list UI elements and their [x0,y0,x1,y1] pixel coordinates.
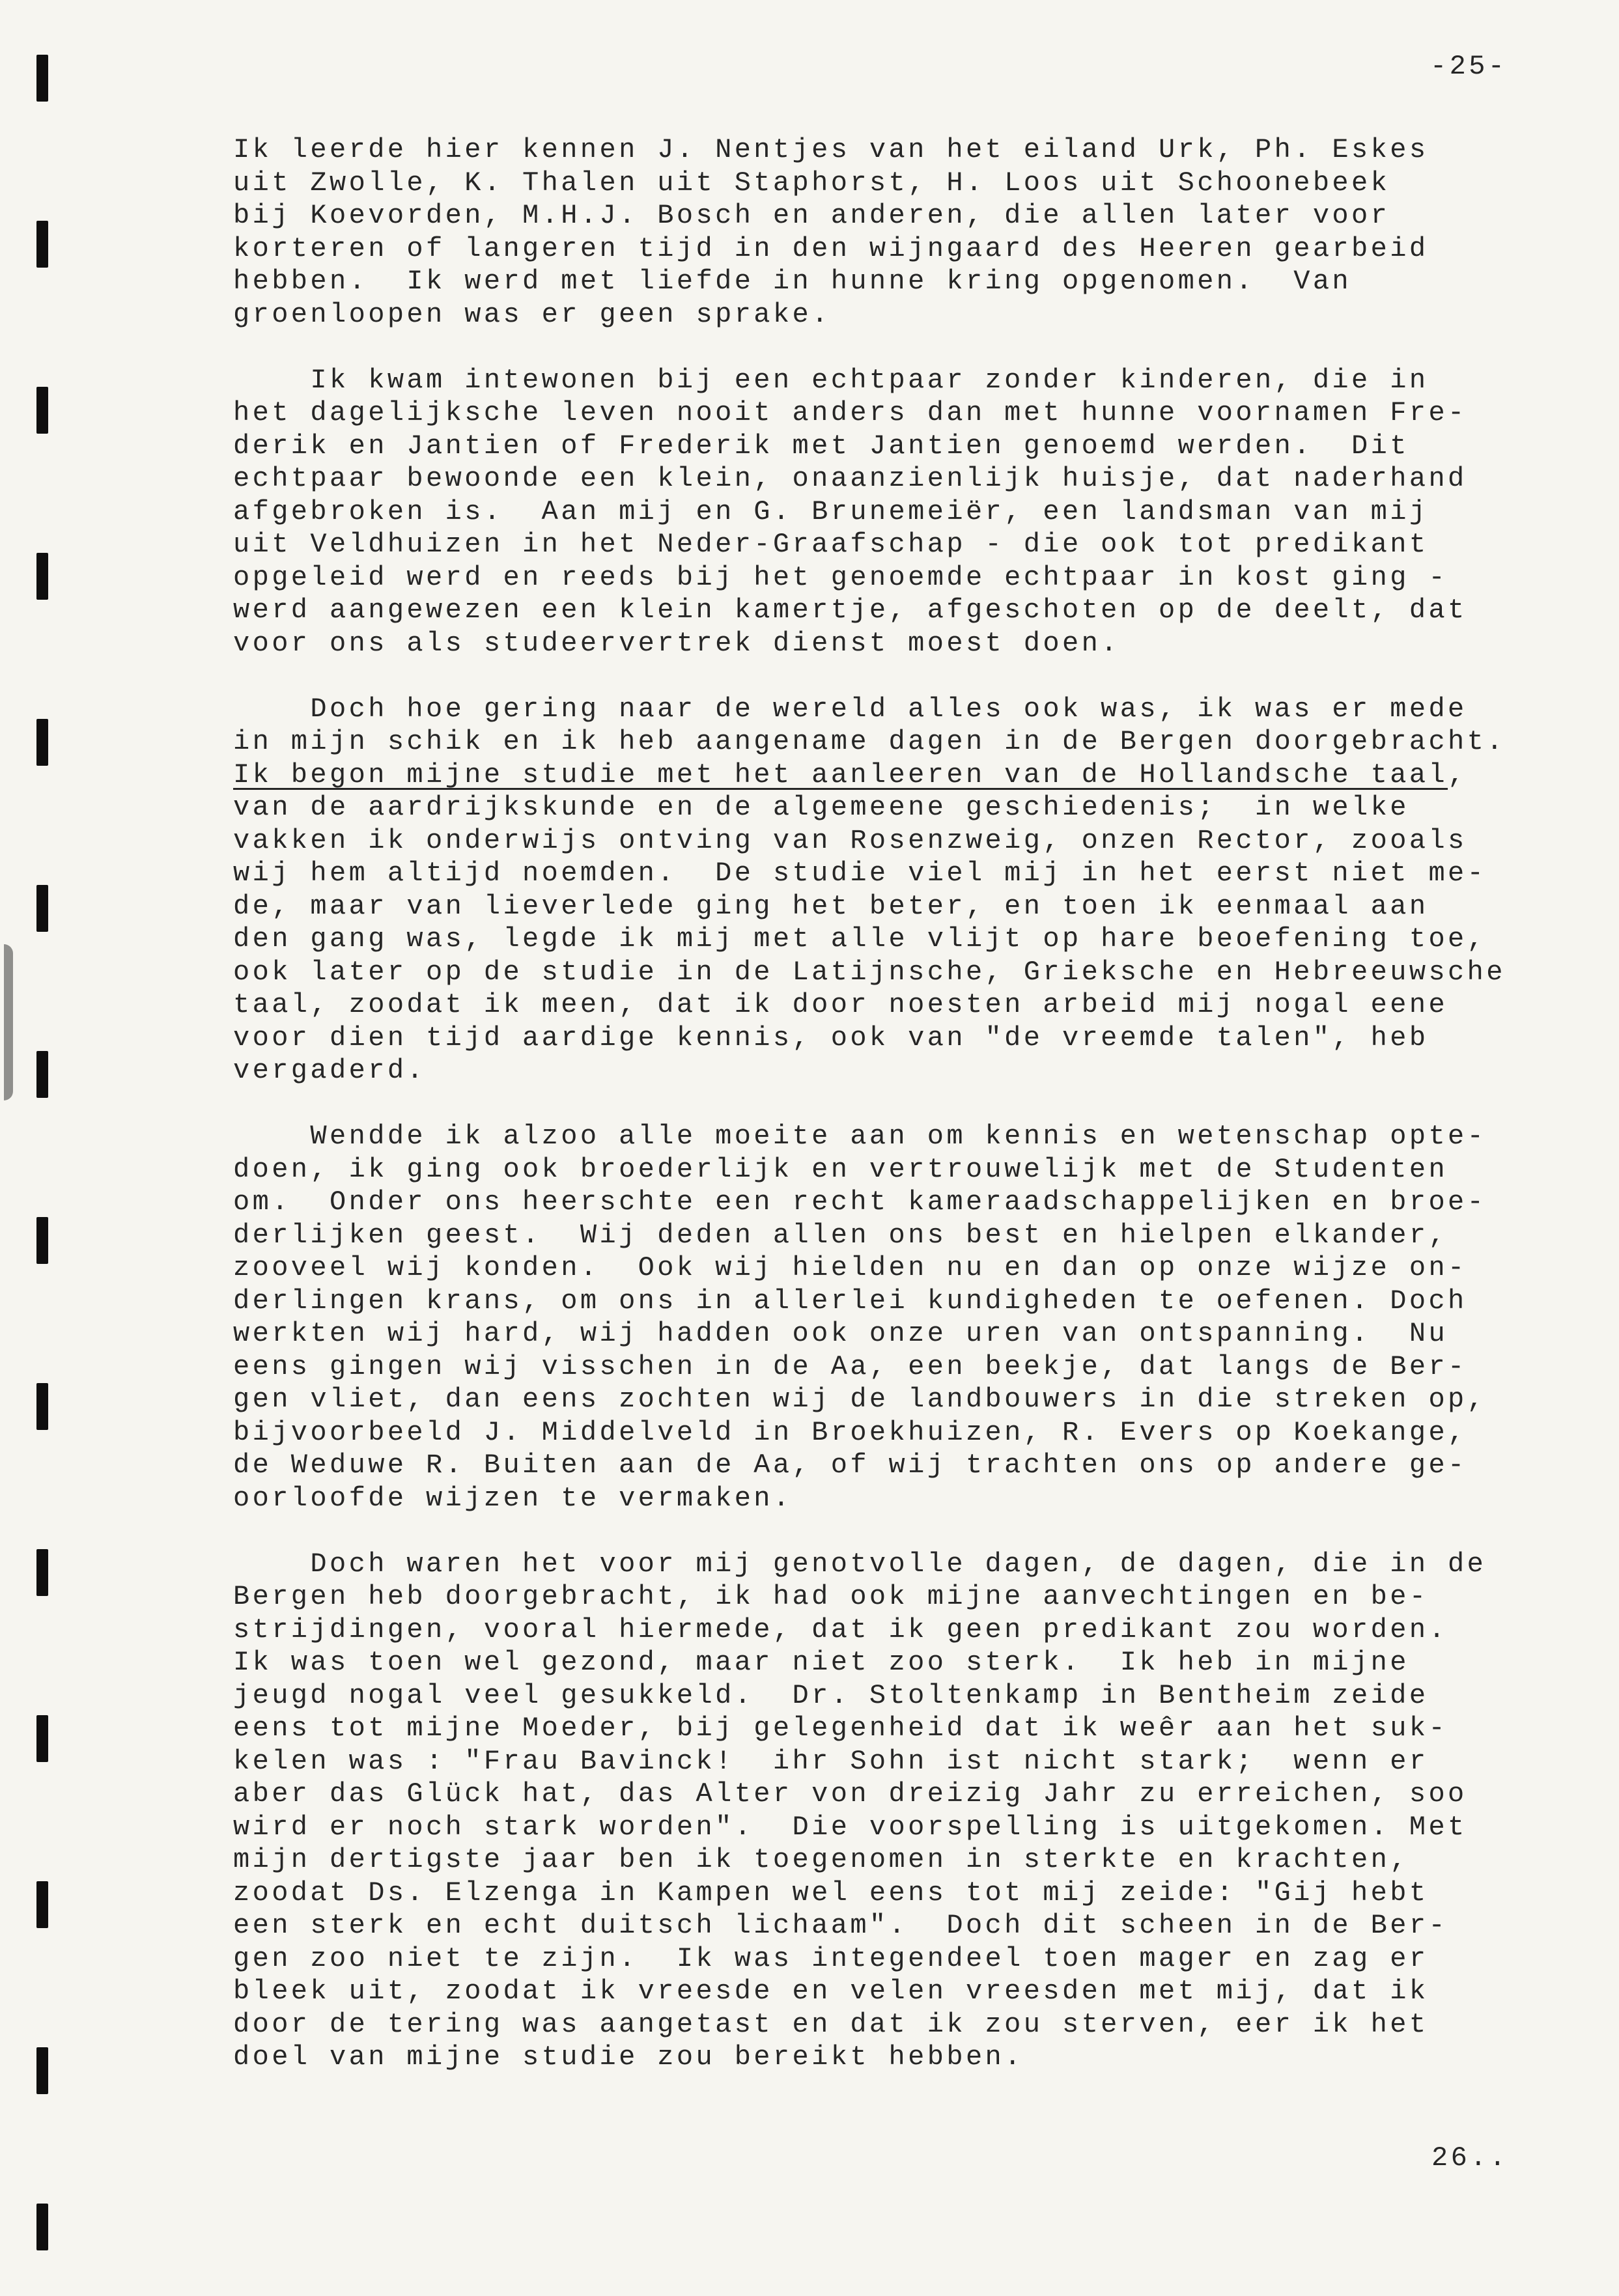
binding-hole [36,885,48,932]
binding-holes [36,55,49,2256]
text-line [233,1877,1506,1910]
text-line [233,1679,1506,1713]
binding-hole [36,221,48,268]
text-line [233,167,1506,200]
text-line-content: eens gingen wij visschen in de Aa, een beekje, dat langs de Ber- [233,1351,1467,1382]
text-line-content: mijn dertigste jaar ben ik toegenomen in sterkte en krachten, [233,1844,1409,1875]
text-line-content: uit Veldhuizen in het Neder-Graafschap - die ook tot predikant [233,529,1429,560]
text-line [233,1778,1506,1811]
text-line-content: Doch waren het voor mij genotvolle dagen, de dagen, die in de [233,1548,1487,1580]
text-line-content: gen vliet, dan eens zochten wij de landbouwers in die streken op, [233,1384,1487,1415]
text-line-content: vakken ik onderwijs ontving van Rosenzweig, onzen Rector, zooals [233,824,1467,856]
text-line [233,791,1506,824]
binding-hole [36,1715,48,1762]
page-number: -25- [1430,51,1508,82]
text-line-tail: , [1448,759,1467,791]
binding-hole [36,1217,48,1264]
binding-hole [36,1881,48,1928]
text-line [233,890,1506,923]
text-line-content: uit Zwolle, K. Thalen uit Staphorst, H. Loos uit Schoonebeek [233,167,1390,199]
text-line [233,1580,1506,1614]
binding-hole [36,55,48,102]
text-line [233,1811,1506,1844]
binding-hole [36,1383,48,1430]
text-line [233,528,1506,561]
text-line-content: jeugd nogal veel gesukkeld. Dr. Stoltenkamp in Bentheim zeide [233,1679,1429,1711]
text-line-content: derlijken geest. Wij deden allen ons best en hielpen elkander, [233,1219,1448,1251]
text-line [233,1548,1506,1581]
next-page-reference: 26.. [1431,2142,1509,2174]
text-line-content: om. Onder ons heerschte een recht kameraadschappelijken en broe- [233,1186,1487,1218]
text-line [233,1120,1506,1153]
text-line-content: strijdingen, vooral hiermede, dat ik geen predikant zou worden. [233,1614,1448,1645]
text-line [233,2041,1506,2074]
text-line-content: werkten wij hard, wij hadden ook onze uren van ontspanning. Nu [233,1318,1448,1349]
text-line-content: wird er noch stark worden". Die voorspelling is uitgekomen. Met [233,1811,1467,1843]
text-line-content: gen zoo niet te zijn. Ik was integendeel toen mager en zag er [233,1942,1429,1974]
text-line-content: de, maar van lieverlede ging het beter, en toen ik eenmaal aan [233,890,1429,922]
text-line-content: door de tering was aangetast en dat ik zou sterven, eer ik het [233,2008,1429,2040]
text-line-content: zoodat Ds. Elzenga in Kampen wel eens tot mij zeide: "Gij hebt [233,1877,1429,1909]
text-line [233,1022,1506,1055]
text-line [233,1975,1506,2008]
text-line [233,462,1506,496]
text-line [233,496,1506,529]
text-line [233,1614,1506,1647]
text-line [233,627,1506,660]
text-line-content: bleek uit, zoodat ik vreesde en velen vreesden met mij, dat ik [233,1976,1429,2007]
text-line [233,1317,1506,1351]
text-line [233,265,1506,298]
binding-hole [36,2204,48,2250]
text-line-content: Doch hoe gering naar de wereld alles ook was, ik was er mede [233,693,1467,725]
text-line [233,824,1506,858]
text-line [233,1153,1506,1186]
text-line-content: Wendde ik alzoo alle moeite aan om kennis en wetenschap opte- [233,1121,1487,1152]
text-line-content: werd aangewezen een klein kamertje, afgeschoten op de deelt, dat [233,595,1467,626]
binding-hole [36,387,48,434]
text-line-content: het dagelijksche leven nooit anders dan met hunne voornamen Fre- [233,397,1467,428]
text-line-content: aber das Glück hat, das Alter von dreizig Jahr zu erreichen, soo [233,1778,1467,1810]
text-line-content: derlingen krans, om ons in allerlei kundigheden te oefenen. Doch [233,1285,1467,1317]
text-line [233,857,1506,890]
text-line [233,1909,1506,1942]
text-line-content: korteren of langeren tijd in den wijngaard des Heeren gearbeid [233,232,1429,264]
text-line-content: de Weduwe R. Buiten aan de Aa, of wij trachten ons op andere ge- [233,1449,1467,1481]
body-text [233,133,1506,2074]
text-line [233,1186,1506,1219]
binding-hole [36,553,48,600]
text-line [233,1416,1506,1449]
text-line-content: derik en Jantien of Frederik met Jantien genoemd werden. Dit [233,430,1409,462]
binding-hole [36,1549,48,1596]
text-line-content: groenloopen was er geen sprake. [233,298,831,330]
text-line-content: Ik was toen wel gezond, maar niet zoo sterk. Ik heb in mijne [233,1647,1409,1678]
text-line [233,1351,1506,1384]
text-line [233,956,1506,989]
paragraph-gap [233,1515,1506,1548]
text-line [233,298,1506,331]
text-line-content: oorloofde wijzen te vermaken. [233,1482,793,1514]
text-line-content: in mijn schik en ik heb aangename dagen in de Bergen doorgebracht. [233,726,1506,757]
binding-hole [36,2047,48,2094]
text-line [233,1482,1506,1515]
text-line [233,594,1506,627]
text-line [233,1252,1506,1285]
text-line-content: echtpaar bewoonde een klein, onaanzienlijk huisje, dat naderhand [233,463,1467,494]
text-line [233,1843,1506,1877]
text-line-content: afgebroken is. Aan mij en G. Brunemeiër, een landsman van mij [233,496,1429,527]
text-line-content: doel van mijne studie zou bereikt hebben. [233,2041,1024,2073]
text-line [233,693,1506,726]
text-line [233,759,1506,792]
text-line [233,232,1506,266]
text-line-content: zooveel wij konden. Ook wij hielden nu en dan op onze wijze on- [233,1252,1467,1283]
text-line [233,133,1506,167]
text-line [233,2008,1506,2041]
text-line [233,561,1506,595]
text-line [233,1942,1506,1976]
text-line-content: Ik kwam intewonen bij een echtpaar zonder kinderen, die in [233,364,1429,396]
text-line [233,397,1506,430]
text-line [233,988,1506,1022]
text-line-content: ook later op de studie in de Latijnsche, Grieksche en Hebreeuwsche [233,956,1506,988]
text-line [233,923,1506,956]
text-line-content: eens tot mijne Moeder, bij gelegenheid dat ik weêr aan het suk- [233,1713,1448,1744]
text-line-content: bij Koevorden, M.H.J. Bosch en anderen, die allen later voor [233,200,1390,231]
text-line [233,1712,1506,1745]
page-edge-shadow [4,944,13,1100]
text-line-content: doen, ik ging ook broederlijk en vertrouwelijk met de Studenten [233,1153,1448,1185]
text-line-content: taal, zoodat ik meen, dat ik door noesten arbeid mij nogal eene [233,989,1448,1020]
text-line [233,1054,1506,1087]
text-line-content: Bergen heb doorgebracht, ik had ook mijne aanvechtingen en be- [233,1581,1429,1612]
text-line [233,1383,1506,1416]
text-line-content: Ik leerde hier kennen J. Nentjes van het eiland Urk, Ph. Eskes [233,134,1429,165]
text-line-content: een sterk en echt duitsch lichaam". Doch dit scheen in de Ber- [233,1910,1448,1941]
paragraph-gap [233,660,1506,693]
text-line-content: vergaderd. [233,1055,427,1086]
binding-hole [36,719,48,766]
binding-hole [36,1051,48,1098]
text-line-content: wij hem altijd noemden. De studie viel mij in het eerst niet me- [233,858,1487,889]
text-line-content: bijvoorbeeld J. Middelveld in Broekhuizen, R. Evers op Koekange, [233,1416,1467,1448]
text-line [233,364,1506,397]
text-line-content: voor dien tijd aardige kennis, ook van "de vreemde talen", heb [233,1022,1429,1054]
text-line-content: opgeleid werd en reeds bij het genoemde echtpaar in kost ging - [233,561,1448,593]
paragraph-gap [233,1087,1506,1121]
text-line [233,725,1506,759]
underlined-sentence: Ik begon mijne studie met het aanleeren van de Hollandsche taal [233,759,1448,791]
text-line-content: kelen was : "Frau Bavinck! ihr Sohn ist nicht stark; wenn er [233,1745,1429,1777]
text-line [233,1285,1506,1318]
text-line [233,430,1506,463]
text-line-content: den gang was, legde ik mij met alle vlijt op hare beoefening toe, [233,923,1487,955]
paragraph-gap [233,331,1506,364]
text-line-content: hebben. Ik werd met liefde in hunne kring opgenomen. Van [233,266,1352,297]
text-line-content: voor ons als studeervertrek dienst moest doen. [233,627,1120,659]
text-line [233,1745,1506,1778]
text-line [233,1646,1506,1679]
text-line-content: van de aardrijkskunde en de algemeene geschiedenis; in welke [233,792,1409,823]
text-line [233,1449,1506,1482]
text-line [233,1219,1506,1252]
text-line [233,199,1506,232]
